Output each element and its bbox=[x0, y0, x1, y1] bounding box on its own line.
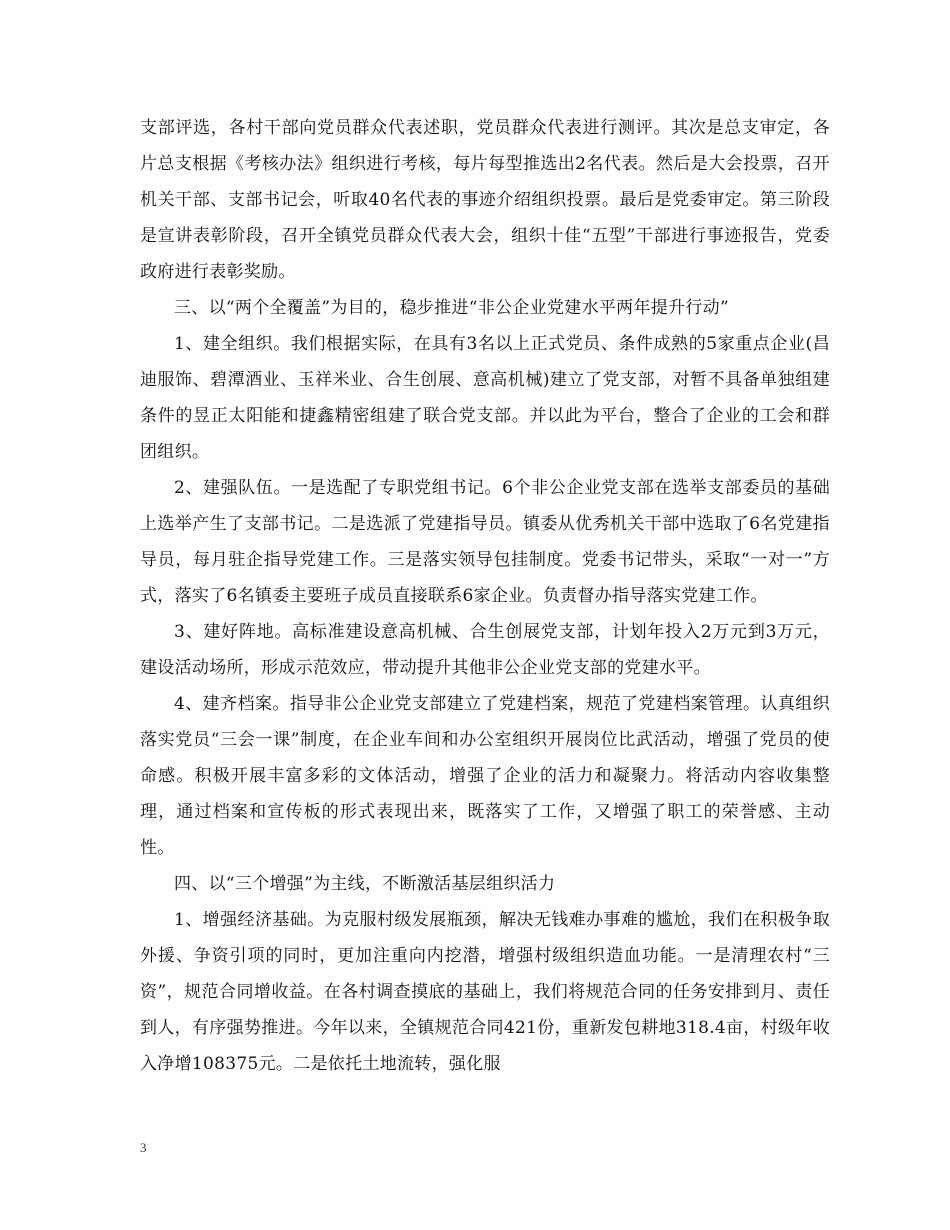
paragraph-8: 1、增强经济基础。为克服村级发展瓶颈，解决无钱难办事难的尴尬，我们在积极争取外援、争资引项的同时，更加注重向内挖潜，增强村级组织造血功能。一是清理农村“三资”，规范合同增收益。在各村调查摸底的基础上，我们将规范合同的任务安排到月、责任到人，有序强势推进。今年以来，全镇规范合同421份，重新发包耕地318.4亩，村级年收入净增108375元。二是依托土地流转，强化服 bbox=[140, 910, 830, 1074]
page-number: 3 bbox=[140, 1140, 147, 1155]
paragraph-1: 支部评选，各村干部向党员群众代表述职，党员群众代表进行测评。其次是总支审定，各片总支根据《考核办法》组织进行考核，每片每型推选出2名代表。然后是大会投票，召开机关干部、支部书记会，听取40名代表的事迹介绍组织投票。最后是党委审定。第三阶段是宣讲表彰阶段，召开全镇党员群众代表大会，组织十佳“五型”干部进行事迹报告，党委政府进行表彰奖励。 bbox=[140, 118, 830, 282]
paragraph-3: 1、建全组织。我们根据实际，在具有3名以上正式党员、条件成熟的5家重点企业(昌迪服饰、碧潭酒业、玉祥米业、合生创展、意高机械)建立了党支部，对暂不具备单独组建条件的昱正太阳能和捷鑫精密组建了联合党支部。并以此为平台，整合了企业的工会和群团组织。 bbox=[140, 334, 830, 462]
paragraph-6: 4、建齐档案。指导非公企业党支部建立了党建档案，规范了党建档案管理。认真组织落实党员“三会一课”制度，在企业车间和办公室组织开展岗位比武活动，增强了党员的使命感。积极开展丰富多彩的文体活动，增强了企业的活力和凝聚力。将活动内容收集整理，通过档案和宣传板的形式表现出来，既落实了工作，又增强了职工的荣誉感、主动性。 bbox=[140, 694, 830, 858]
paragraph-7-heading: 四、以“三个增强”为主线，不断激活基层组织活力 bbox=[174, 874, 556, 894]
paragraph-2-heading: 三、以“两个全覆盖”为目的，稳步推进“非公企业党建水平两年提升行动” bbox=[174, 298, 729, 318]
paragraph-5: 3、建好阵地。高标准建设意高机械、合生创展党支部，计划年投入2万元到3万元，建设活动场所，形成示范效应，带动提升其他非公企业党支部的党建水平。 bbox=[140, 622, 830, 678]
paragraph-4: 2、建强队伍。一是选配了专职党组书记。6个非公企业党支部在选举支部委员的基础上选举产生了支部书记。二是选派了党建指导员。镇委从优秀机关干部中选取了6名党建指导员，每月驻企指导党建工作。三是落实领导包挂制度。党委书记带头，采取“一对一”方式，落实了6名镇委主要班子成员直接联系6家企业。负责督办指导落实党建工作。 bbox=[140, 478, 830, 606]
document-body bbox=[140, 110, 830, 1082]
